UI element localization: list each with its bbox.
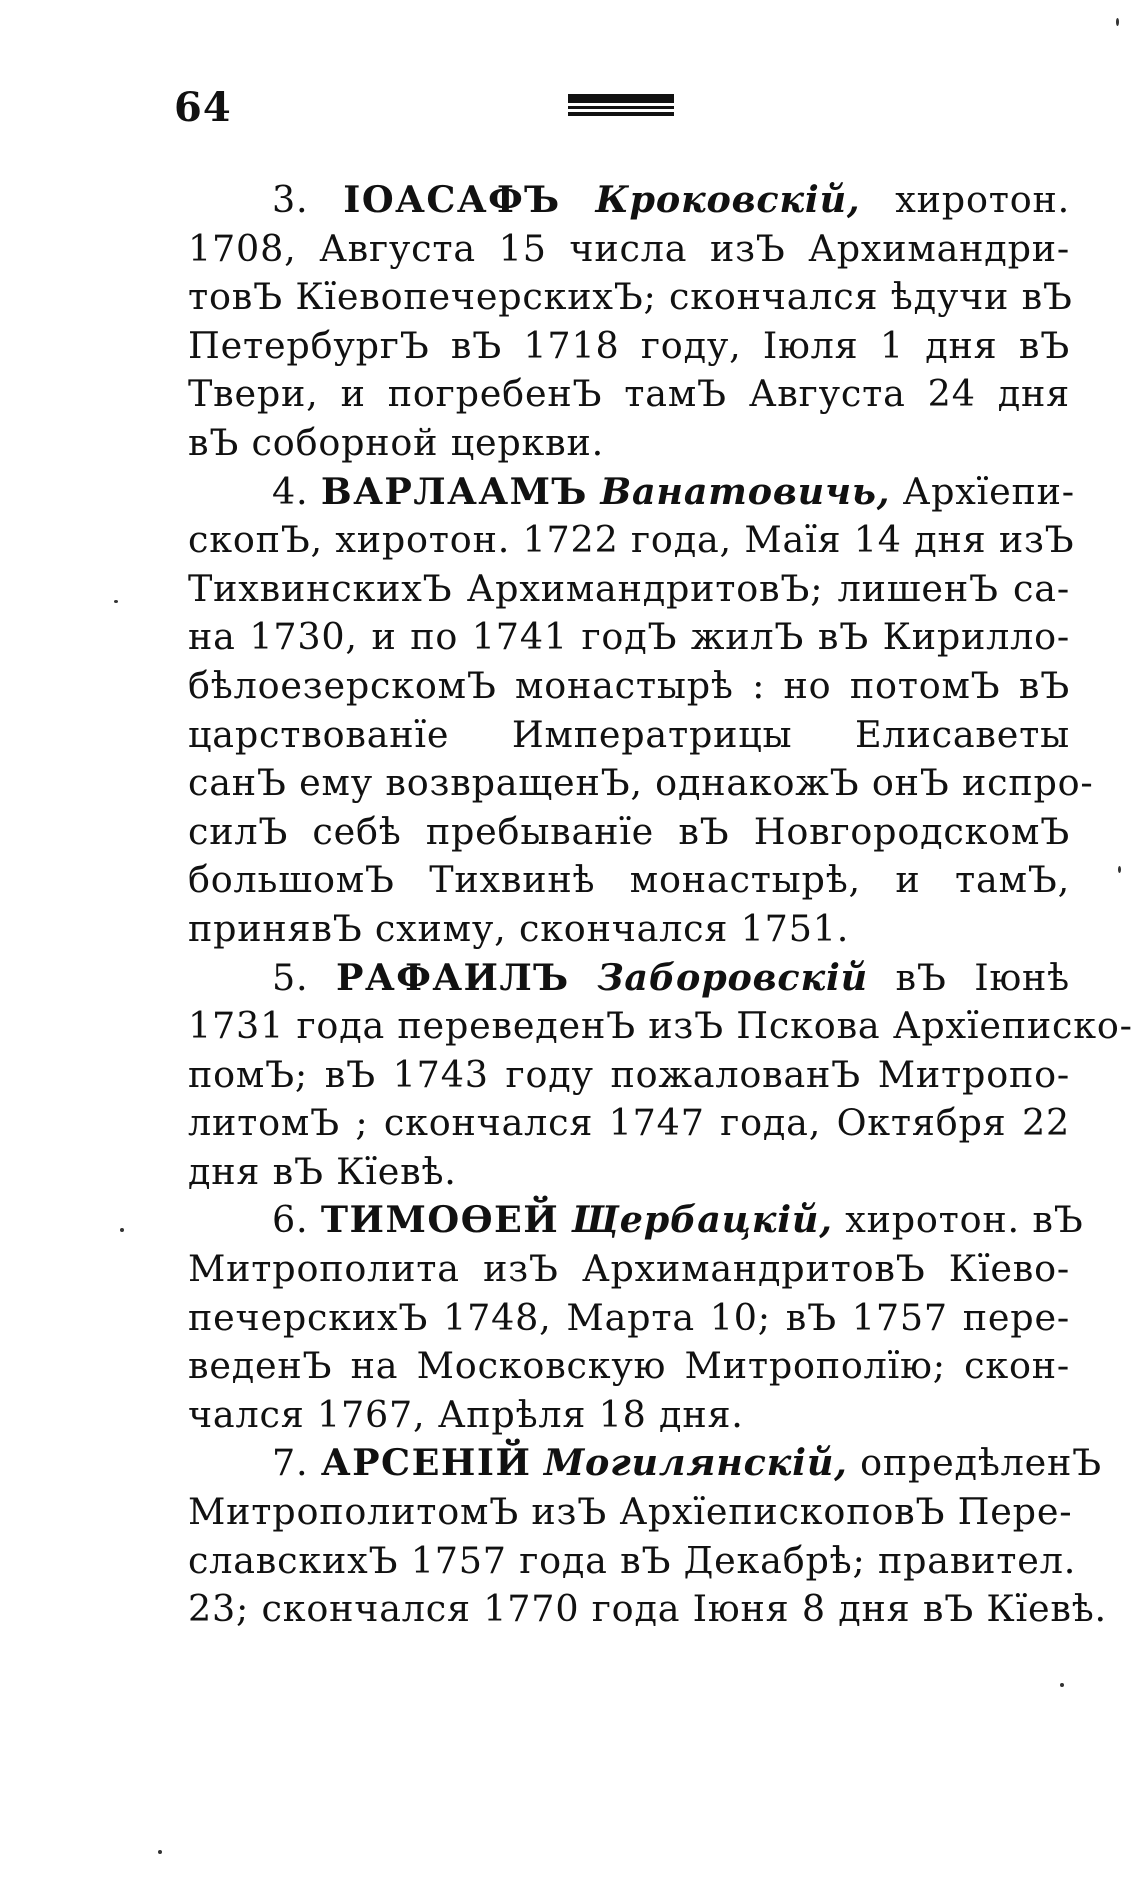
entry-name: ІОАСАФЪ: [343, 178, 561, 221]
text-line: бѣлоезерскомЪ монастырѣ : но потомЪ вЪ: [188, 663, 1070, 707]
text-line: на 1730, и по 1741 годЪ жилЪ вЪ Кирилло-: [188, 615, 1070, 659]
entry-3: [188, 954, 1133, 1197]
entry-surname: Ванатовичь,: [600, 469, 891, 513]
text-line: 1731 года переведенЪ изЪ Пскова Архїеписко-: [188, 1004, 1133, 1048]
entry-number: 4.: [272, 469, 309, 513]
speck: [1116, 18, 1119, 26]
text-line: МитрополитомЪ изЪ АрхїепископовЪ Пере-: [188, 1490, 1073, 1534]
entry-heading-rest: хиротон. вЪ: [845, 1198, 1084, 1242]
entry-surname: Могилянскій,: [543, 1441, 848, 1485]
text-line: санЪ ему возвращенЪ, однакожЪ онЪ испро-: [188, 761, 1094, 805]
header-ornament: [568, 94, 674, 118]
entry-number: 6.: [272, 1198, 309, 1242]
text-line: силЪ себѣ пребыванїе вЪ НовгородскомЪ: [188, 809, 1070, 853]
text-line: дня вЪ Кїевѣ.: [188, 1149, 457, 1193]
text-line: скопЪ, хиротон. 1722 года, Маїя 14 дня изЪ: [188, 518, 1075, 562]
text-line: большомЪ Тихвинѣ монастырѣ, и тамЪ,: [188, 858, 1070, 902]
entry-heading-rest: опредѣленЪ: [860, 1441, 1102, 1485]
text-line: принявЪ схиму, скончался 1751.: [188, 906, 850, 950]
ornament-rule-thick: [568, 94, 674, 103]
text-line: чался 1767, Апрѣля 18 дня.: [188, 1392, 744, 1436]
entry-number: 5.: [272, 955, 309, 999]
speck: [1118, 866, 1121, 873]
text-line: Митрополита изЪ АрхимандритовЪ Кїево-: [188, 1247, 1070, 1291]
page-number: 64: [174, 84, 232, 131]
entry-heading-rest: Архїепи-: [902, 469, 1075, 513]
entry-name: РАФАИЛЪ: [336, 955, 570, 999]
entry-heading-line: [188, 1196, 1084, 1245]
text-line: 1708, Августа 15 числа изЪ Архимандри-: [188, 226, 1070, 270]
speck: [1060, 1683, 1064, 1687]
entry-surname: Щербацкій,: [571, 1198, 833, 1242]
entry-2: [188, 468, 1094, 954]
speck: [120, 1228, 124, 1232]
entry-number: 3.: [272, 178, 309, 221]
text-line: царствованїе Императрицы Елисаветы: [188, 712, 1070, 756]
entry-heading-line: [188, 1439, 1102, 1488]
text-line: помЪ; вЪ 1743 году пожалованЪ Митропо-: [188, 1052, 1070, 1096]
entry-1: [188, 176, 1073, 468]
entry-name: АРСЕНІЙ: [320, 1441, 532, 1485]
text-line: 23; скончался 1770 года Іюня 8 дня вЪ Кїевѣ.: [188, 1587, 1107, 1631]
entry-number: 7.: [272, 1441, 309, 1485]
text-line: вЪ соборной церкви.: [188, 420, 605, 464]
entry-heading-line: [188, 176, 1070, 225]
ornament-rule-thin: [568, 106, 674, 109]
text-line: веденЪ на Московскую Митрополїю; скон-: [188, 1344, 1070, 1388]
ornament-rule-bottom: [568, 112, 674, 116]
text-line: печерскихЪ 1748, Марта 10; вЪ 1757 пере-: [188, 1295, 1070, 1339]
entry-4: [188, 1196, 1084, 1439]
entry-heading-rest: хиротон.: [895, 178, 1071, 221]
entry-heading-line: [188, 468, 1075, 517]
entry-surname: Заборовскій: [597, 955, 868, 999]
entry-heading-rest: вЪ Іюнѣ: [895, 955, 1070, 999]
entry-5: [188, 1439, 1107, 1633]
text-line: литомЪ ; скончался 1747 года, Октября 22: [188, 1101, 1070, 1145]
text-line: славскихЪ 1757 года вЪ Декабрѣ; правител.: [188, 1538, 1077, 1582]
text-line: ПетербургЪ вЪ 1718 году, Іюля 1 дня вЪ: [188, 323, 1070, 367]
entry-heading-line: [188, 954, 1070, 1003]
entry-name: ВАРЛААМЪ: [320, 469, 588, 513]
text-line: товЪ КїевопечерскихЪ; скончался ѣдучи вЪ: [188, 275, 1073, 319]
entry-surname: Кроковскій,: [595, 178, 861, 221]
text-line: Твери, и погребенЪ тамЪ Августа 24 дня: [188, 372, 1070, 416]
entry-name: ТИМОѲЕЙ: [320, 1198, 560, 1242]
text-line: ТихвинскихЪ АрхимандритовЪ; лишенЪ са-: [188, 566, 1070, 610]
body-text: [188, 176, 1133, 1634]
speck: [114, 600, 118, 603]
speck: [158, 1850, 162, 1854]
